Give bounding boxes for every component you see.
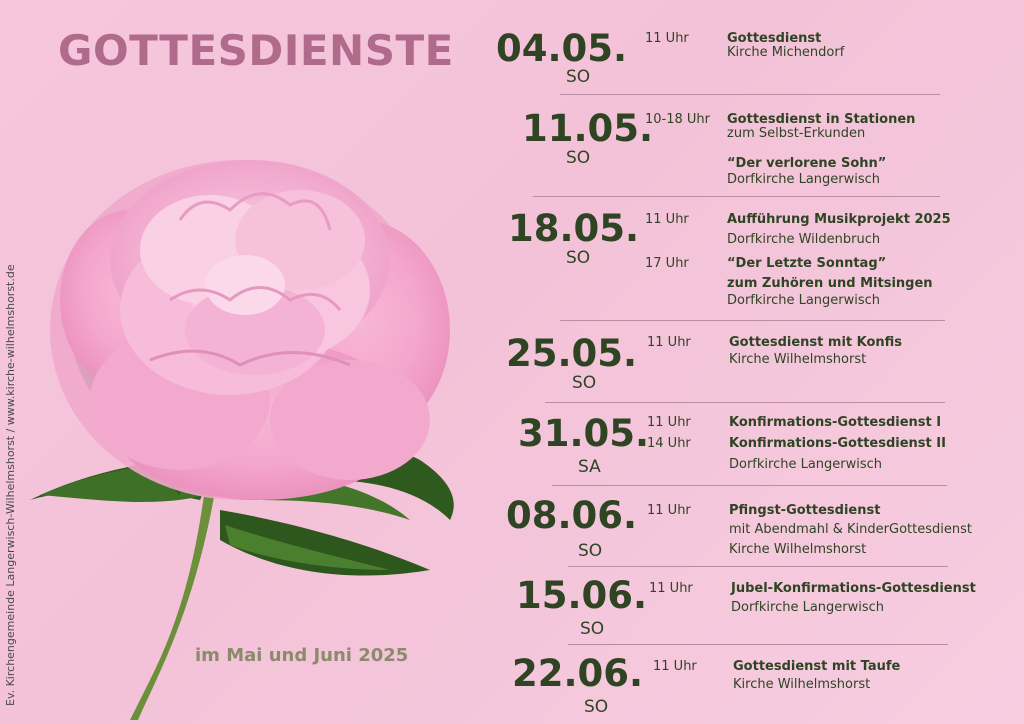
event-date: 08.06.	[506, 494, 638, 537]
event-title: Aufführung Musikprojekt 2025	[727, 212, 951, 227]
event-date: 18.05.	[508, 207, 640, 250]
date-range-subtitle: im Mai und Juni 2025	[195, 645, 409, 666]
event-title: Gottesdienst in Stationen	[727, 112, 916, 127]
event-weekday: SO	[566, 248, 591, 268]
event-title: “Der Letzte Sonntag”	[727, 256, 887, 271]
event-time: 11 Uhr	[647, 335, 691, 350]
event-location: Dorfkirche Langerwisch	[727, 293, 881, 308]
divider	[568, 644, 948, 645]
event-title: “Der verlorene Sohn”	[727, 156, 887, 171]
event-time: 11 Uhr	[649, 581, 693, 596]
event-date: 25.05.	[506, 332, 638, 375]
peony-flower-image	[30, 100, 480, 720]
divider	[560, 320, 945, 321]
sidebar-footer-text: Ev. Kirchengemeinde Langerwisch-Wilhelmshorst / www.kirche-wilhelmshorst.de	[4, 264, 17, 706]
event-title: Konfirmations-Gottesdienst I	[729, 415, 942, 430]
event-location: Kirche Wilhelmshorst	[729, 352, 867, 367]
event-date: 22.06.	[512, 652, 644, 695]
event-title: Gottesdienst mit Taufe	[733, 659, 901, 674]
divider	[533, 196, 940, 197]
event-location: Kirche Michendorf	[727, 45, 845, 60]
event-location: Dorfkirche Langerwisch	[727, 172, 881, 187]
page-title: GOTTESDIENSTE	[58, 26, 454, 75]
event-description: zum Selbst-Erkunden	[727, 126, 866, 141]
event-location: Dorfkirche Langerwisch	[729, 457, 883, 472]
event-weekday: SO	[578, 541, 603, 561]
event-date: 15.06.	[516, 574, 648, 617]
event-time: 11 Uhr	[645, 31, 689, 46]
event-weekday: SO	[584, 697, 609, 717]
event-time: 11 Uhr	[647, 503, 691, 518]
event-weekday: SO	[566, 148, 591, 168]
event-time: 14 Uhr	[647, 436, 691, 451]
event-title: Gottesdienst	[727, 31, 822, 46]
event-weekday: SO	[572, 373, 597, 393]
event-time: 17 Uhr	[645, 256, 689, 271]
event-time: 11 Uhr	[653, 659, 697, 674]
event-title: Pfingst-Gottesdienst	[729, 503, 881, 518]
event-description: mit Abendmahl & KinderGottesdienst	[729, 522, 972, 537]
event-description: zum Zuhören und Mitsingen	[727, 276, 933, 291]
event-weekday: SO	[580, 619, 605, 639]
event-weekday: SA	[578, 457, 601, 477]
event-time: 11 Uhr	[645, 212, 689, 227]
event-time: 11 Uhr	[647, 415, 691, 430]
event-title: Gottesdienst mit Konfis	[729, 335, 903, 350]
event-location: Dorfkirche Langerwisch	[731, 600, 885, 615]
divider	[552, 485, 947, 486]
event-time: 10-18 Uhr	[645, 112, 711, 127]
divider	[545, 402, 945, 403]
event-date: 31.05.	[518, 412, 650, 455]
event-location: Dorfkirche Wildenbruch	[727, 232, 881, 247]
event-location: Kirche Wilhelmshorst	[733, 677, 871, 692]
event-location: Kirche Wilhelmshorst	[729, 542, 867, 557]
event-title: Jubel-Konfirmations-Gottesdienst	[731, 581, 976, 596]
event-date: 04.05.	[496, 27, 628, 70]
event-title: Konfirmations-Gottesdienst II	[729, 436, 946, 451]
event-date: 11.05.	[522, 107, 654, 150]
divider	[560, 94, 940, 95]
event-weekday: SO	[566, 67, 591, 87]
divider	[568, 566, 948, 567]
